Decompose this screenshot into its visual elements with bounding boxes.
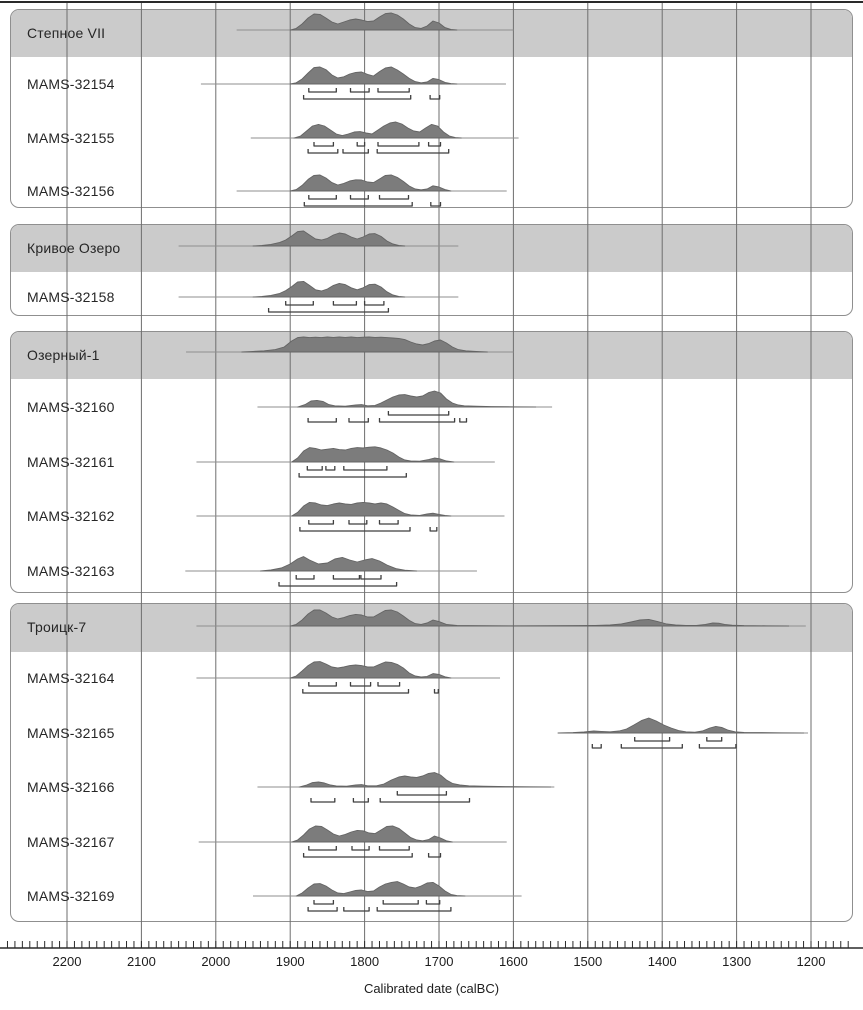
sample-label: MAMS-32163 [27,563,115,579]
group-header-band [11,332,852,379]
tick-label: 1300 [722,954,752,969]
group-label: Троицк-7 [27,619,87,635]
tick-label: 2200 [52,954,82,969]
group-label: Кривое Озеро [27,239,121,256]
tick-label: 2000 [201,954,231,969]
group-header-band [11,225,852,272]
sample-label: MAMS-32160 [27,399,115,415]
group-box [10,331,853,593]
sample-label: MAMS-32155 [27,130,115,146]
sample-label: MAMS-32166 [27,779,115,795]
tick-label: 1200 [796,954,826,969]
group-label: Озерный-1 [27,346,100,363]
tick-label: 1700 [424,954,454,969]
group-header-band [11,604,852,652]
group-box [10,9,853,208]
tick-label: 1800 [350,954,380,969]
sample-label: MAMS-32158 [27,289,115,305]
sample-label: MAMS-32154 [27,76,115,92]
group-header-band [11,10,852,57]
group-label: Степное VII [27,24,106,41]
sample-label: MAMS-32165 [27,725,115,741]
group-box [10,603,853,922]
sample-label: MAMS-32162 [27,508,115,524]
group-box [10,224,853,316]
tick-label: 1400 [647,954,677,969]
tick-label: 1900 [275,954,305,969]
tick-label: 2100 [126,954,156,969]
sample-label: MAMS-32167 [27,834,115,850]
sample-label: MAMS-32156 [27,183,115,199]
tick-label: 1500 [573,954,603,969]
sample-label: MAMS-32164 [27,670,115,686]
tick-label: 1600 [498,954,528,969]
sample-label: MAMS-32161 [27,454,115,470]
sample-label: MAMS-32169 [27,888,115,904]
axis-title: Calibrated date (calBC) [363,981,500,996]
